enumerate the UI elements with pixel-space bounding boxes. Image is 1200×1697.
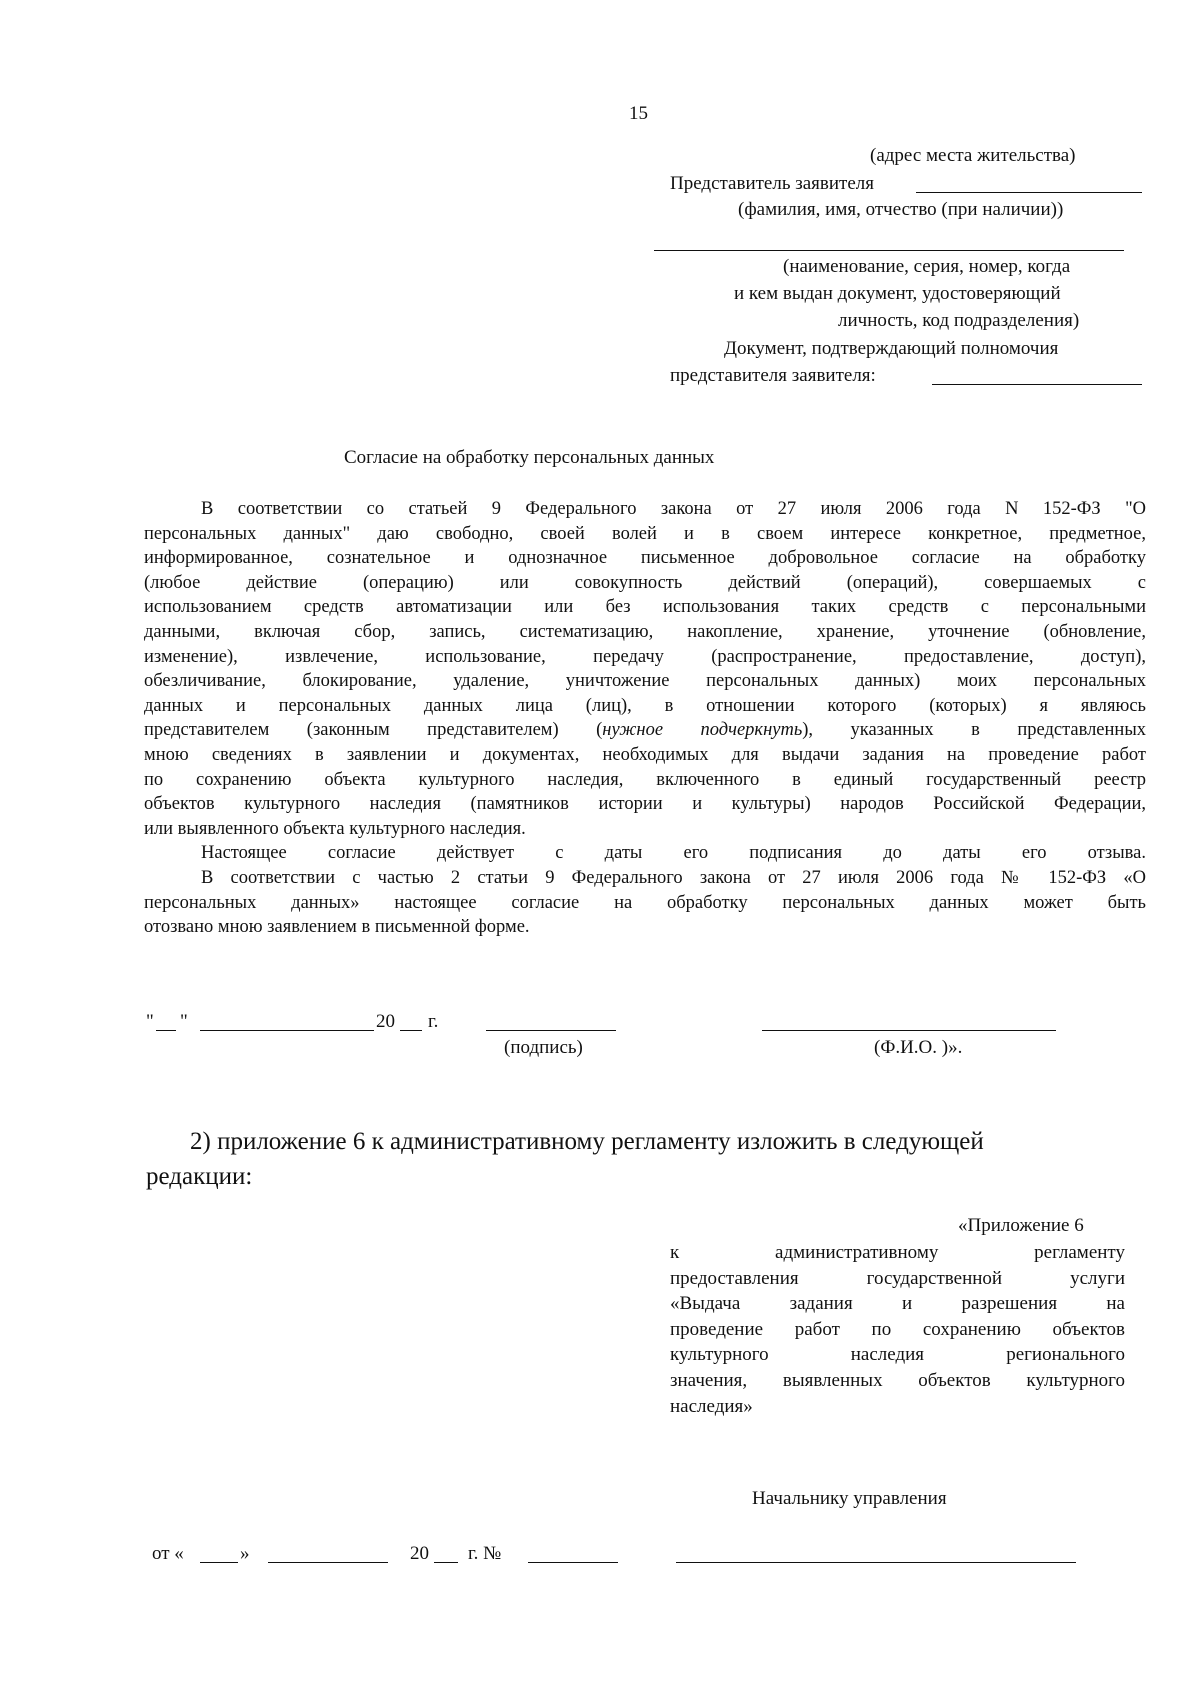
date-quote-open: " [146, 1011, 154, 1032]
bottom-day-blank [200, 1562, 238, 1563]
consent-paragraph [144, 497, 1146, 940]
consent-title: Согласие на обработку персональных данных [344, 447, 715, 468]
appendix-line: предоставления государственной услуги [670, 1267, 1125, 1289]
document-blank [654, 250, 1124, 251]
fio-signature-caption: (Ф.И.О. )». [874, 1037, 963, 1058]
year-prefix: 20 [376, 1011, 395, 1032]
consent-text: ), указанных в представленных [802, 720, 1146, 741]
appendix-line: к административному регламенту [670, 1242, 1125, 1263]
fio-blank [762, 1030, 1056, 1031]
consent-line: объектов культурного наследия (памятников истории и культуры) народов Российской Федерации, [144, 794, 1146, 815]
document-caption-1: (наименование, серия, номер, когда [783, 256, 1071, 277]
document-caption-2: и кем выдан документ, удостоверяющий [734, 283, 1061, 304]
month-blank [200, 1030, 374, 1031]
bottom-year-suffix: г. № [468, 1543, 502, 1564]
consent-line: информированное, сознательное и однозначное письменное добровольное согласие на обработку [144, 548, 1146, 569]
from-label: от « [152, 1543, 184, 1564]
consent-line: (любое действие (операцию) или совокупность действий (операций), совершаемых с [144, 572, 1146, 593]
appendix-line: «Выдача задания и разрешения на [670, 1293, 1125, 1315]
consent-line: мною сведениях в заявлении и документах, необходимых для выдачи задания на проведение работ [144, 744, 1146, 765]
underline-instruction: нужное подчеркнуть [602, 720, 803, 741]
consent-line: В соответствии со статьей 9 Федерального закона от 27 июля 2006 года N 152-ФЗ "О [201, 499, 1146, 519]
consent-line: по сохранению объекта культурного наследия, включенного в единый государственный реестр [144, 769, 1146, 790]
appendix-line: проведение работ по сохранению объектов [670, 1318, 1125, 1340]
from-close-quote: » [240, 1543, 250, 1564]
validity-line: Настоящее согласие действует с даты его подписания до даты его отзыва. [201, 843, 1146, 864]
appendix-line: наследия» [670, 1395, 753, 1417]
appendix-line: значения, выявленных объектов культурного [670, 1369, 1125, 1391]
revocation-line: В соответствии с частью 2 статьи 9 Федерального закона от 27 июля 2006 года № 152-ФЗ «О [201, 867, 1146, 888]
authority-blank [932, 384, 1142, 385]
signature-blank [486, 1030, 616, 1031]
amendment-line-1: 2) приложение 6 к административному регламенту изложить в следующей [190, 1128, 984, 1155]
fio-caption: (фамилия, имя, отчество (при наличии)) [738, 199, 1064, 220]
consent-line: использованием средств автоматизации или без использования таких средств с персональными [144, 597, 1146, 618]
consent-line: данными, включая сбор, запись, систематизацию, накопление, хранение, уточнение (обновление, [144, 621, 1146, 642]
appendix-block [670, 1240, 1125, 1419]
consent-line: изменение), извлечение, использование, передачу (распространение, предоставление, доступ), [144, 646, 1146, 667]
authority-label-2: представителя заявителя: [670, 365, 876, 386]
bottom-year-prefix: 20 [410, 1543, 429, 1564]
date-quote-close: " [180, 1011, 188, 1032]
addressee-name-blank [676, 1562, 1076, 1563]
year-blank [400, 1030, 422, 1031]
amendment-line-2: редакции: [146, 1163, 253, 1190]
appendix-title: «Приложение 6 [958, 1215, 1084, 1236]
representative-blank [916, 192, 1142, 193]
day-blank [156, 1030, 176, 1031]
authority-label-1: Документ, подтверждающий полномочия [724, 338, 1059, 359]
page-number: 15 [629, 103, 648, 124]
consent-line: персональных данных" даю свободно, своей волей и в своем интересе конкретное, предметное, [144, 523, 1146, 544]
consent-line-with-italic [144, 718, 1146, 743]
addressee: Начальнику управления [752, 1488, 947, 1509]
bottom-month-blank [268, 1562, 388, 1563]
bottom-number-blank [528, 1562, 618, 1563]
revocation-line: персональных данных» настоящее согласие на обработку персональных данных может быть [144, 892, 1146, 913]
address-caption: (адрес места жительства) [870, 145, 1076, 166]
revocation-line: отозвано мною заявлением в письменной форме. [144, 917, 530, 938]
signature-caption: (подпись) [504, 1037, 583, 1058]
bottom-year-blank [434, 1562, 458, 1563]
representative-label: Представитель заявителя [670, 173, 875, 194]
document-caption-3: личность, код подразделения) [838, 310, 1080, 331]
consent-text: представителем (законным представителем) ( [144, 720, 603, 741]
consent-line: обезличивание, блокирование, удаление, уничтожение персональных данных) моих персональных [144, 671, 1146, 692]
appendix-line: культурного наследия регионального [670, 1344, 1125, 1366]
consent-line: данных и персональных данных лица (лиц), в отношении которого (которых) я являюсь [144, 695, 1146, 716]
year-suffix: г. [428, 1011, 439, 1032]
consent-line: или выявленного объекта культурного наследия. [144, 818, 526, 839]
